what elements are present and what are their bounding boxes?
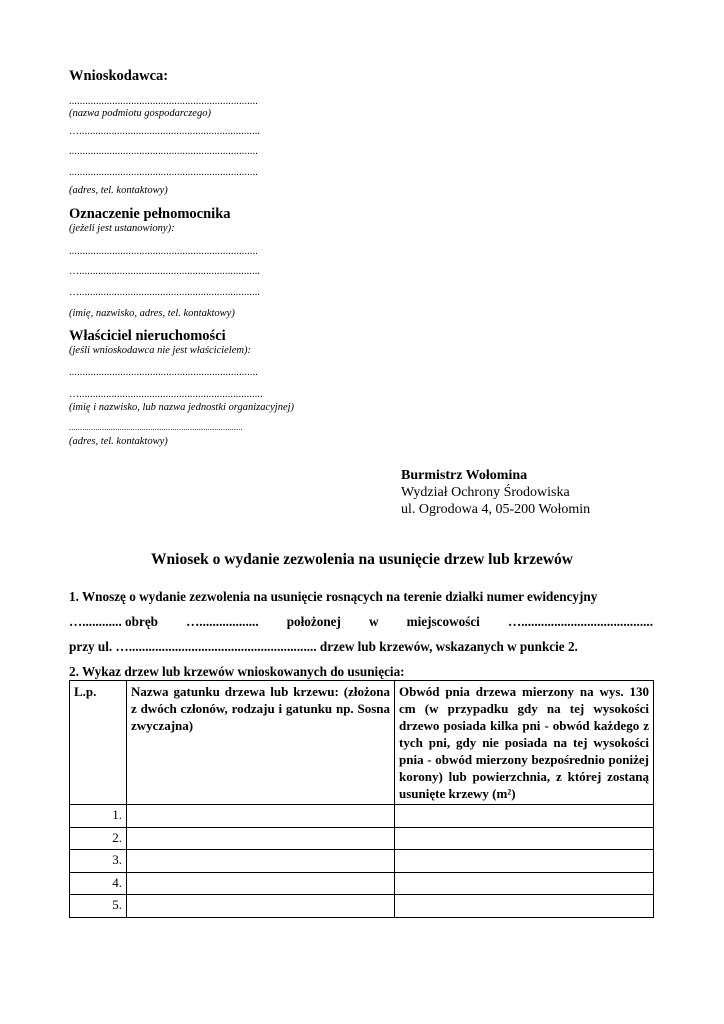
row-number: 4. <box>70 872 127 895</box>
applicant-heading: Wnioskodawca: <box>69 68 169 84</box>
table-header-row <box>70 681 654 805</box>
table-row <box>70 805 654 828</box>
in-label: w <box>369 614 379 629</box>
species-cell[interactable] <box>127 850 395 873</box>
applicant-address-line-1[interactable]: …................................................................... <box>69 126 261 137</box>
species-cell[interactable] <box>127 805 395 828</box>
row-number: 2. <box>70 827 127 850</box>
row-number: 5. <box>70 895 127 918</box>
applicant-name-line[interactable]: ...................................................................... <box>69 96 258 107</box>
locality-field[interactable]: …........................................ <box>507 614 653 629</box>
species-cell[interactable] <box>127 872 395 895</box>
section1-line-1: 1. Wnoszę o wydanie zezwolenia na usunięcie rosnących na terenie działki numer ewidencyjny <box>69 589 598 604</box>
proxy-heading: Oznaczenie pełnomocnika <box>69 206 231 222</box>
located-label: położonej <box>286 614 341 629</box>
table-row <box>70 872 654 895</box>
owner-subnote: (jeśli wnioskodawca nie jest właścicielem): <box>69 345 251 356</box>
table-row <box>70 850 654 873</box>
proxy-line-3[interactable]: …................................................................... <box>69 287 261 298</box>
owner-heading: Właściciel nieruchomości <box>69 328 226 344</box>
owner-line-3[interactable]: ............................................................................... <box>69 423 243 432</box>
section2-heading: 2. Wykaz drzew lub krzewów wnioskowanych do usunięcia: <box>69 664 405 679</box>
circumference-cell[interactable] <box>395 850 654 873</box>
column-header-circumference: Obwód pnia drzewa mierzony na wys. 130 cm (w przypadku gdy na tej wysokości drzewo posiada kilka pni - obwód każdego z tych pni, gdy nie posiada na tej wysokości pnia - obwód mierzony bezpośrednio poniżej korony) lub powierzchnia, z której zostaną usunięte krzewy (m²) <box>395 681 654 805</box>
owner-line-2[interactable]: ….................................................................... <box>69 389 263 400</box>
document-title: Wniosek o wydanie zezwolenia na usunięcie drzew lub krzewów <box>151 551 573 568</box>
proxy-line-1[interactable]: ...................................................................... <box>69 246 258 257</box>
locality-label: miejscowości <box>406 614 480 629</box>
trees-table <box>69 680 654 918</box>
circumference-cell[interactable] <box>395 805 654 828</box>
proxy-note: (imię, nazwisko, adres, tel. kontaktowy) <box>69 308 235 319</box>
precinct-field[interactable]: ….................. <box>186 614 259 629</box>
column-header-species: Nazwa gatunku drzewa lub krzewu: (złożona z dwóch członów, rodzaju i gatunku np. Sosna zwyczajna) <box>127 681 395 805</box>
circumference-cell[interactable] <box>395 895 654 918</box>
column-header-lp: L.p. <box>70 681 127 805</box>
table-row <box>70 827 654 850</box>
circumference-cell[interactable] <box>395 872 654 895</box>
recipient-name: Burmistrz Wołomina <box>401 468 528 483</box>
owner-address-note: (adres, tel. kontaktowy) <box>69 436 168 447</box>
section1-line-2 <box>69 614 653 630</box>
owner-name-note: (imię i nazwisko, lub nazwa jednostki organizacyjnej) <box>69 402 295 413</box>
species-cell[interactable] <box>127 895 395 918</box>
applicant-address-note: (adres, tel. kontaktowy) <box>69 185 168 196</box>
row-number: 1. <box>70 805 127 828</box>
recipient-department: Wydział Ochrony Środowiska <box>401 485 570 500</box>
applicant-name-note: (nazwa podmiotu gospodarczego) <box>69 108 211 119</box>
section1-line-3[interactable]: przy ul. …......................................................... drzew lub krzewów, wskazanych w punkcie 2. <box>69 639 578 654</box>
recipient-address: ul. Ogrodowa 4, 05-200 Wołomin <box>401 502 591 517</box>
parcel-number-field[interactable]: …............ obręb <box>69 614 159 629</box>
table-row <box>70 895 654 918</box>
species-cell[interactable] <box>127 827 395 850</box>
circumference-cell[interactable] <box>395 827 654 850</box>
proxy-line-2[interactable]: …................................................................... <box>69 266 261 277</box>
applicant-address-line-2[interactable]: ...................................................................... <box>69 146 258 157</box>
applicant-address-line-3[interactable]: ...................................................................... <box>69 167 258 178</box>
proxy-subnote: (jeżeli jest ustanowiony): <box>69 223 175 234</box>
owner-line-1[interactable]: ...................................................................... <box>69 367 258 378</box>
row-number: 3. <box>70 850 127 873</box>
